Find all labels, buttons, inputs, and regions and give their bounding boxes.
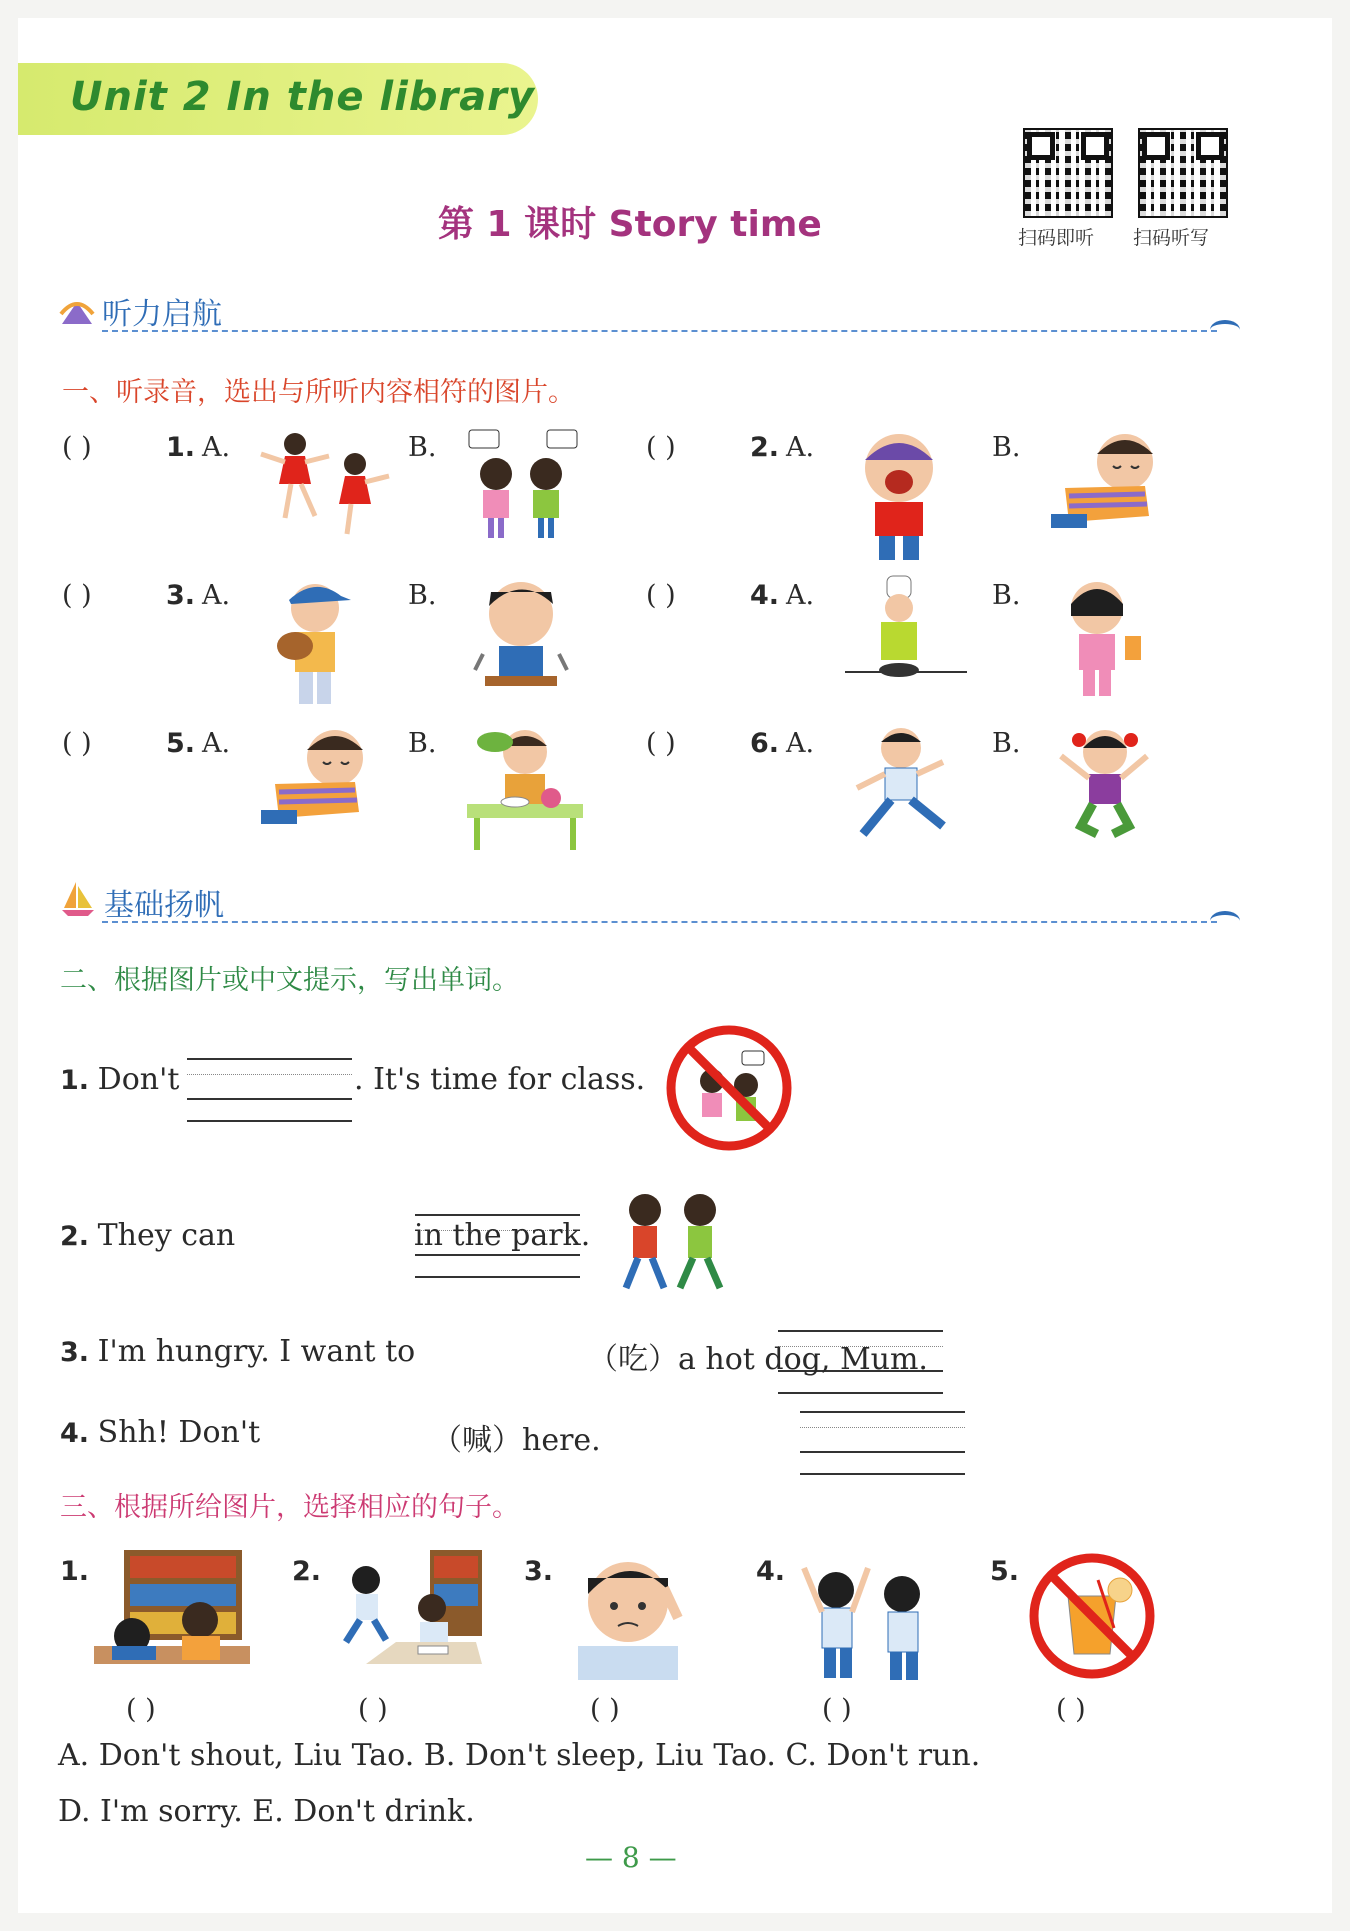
- sentence-text: a hot dog, Mum.: [678, 1342, 928, 1377]
- item-number: 2.: [60, 1221, 90, 1252]
- wave-icon: [1210, 320, 1240, 340]
- item-number: 2.: [292, 1556, 322, 1587]
- option-a-label: A.: [202, 728, 231, 759]
- item-number: 1.: [60, 1065, 90, 1096]
- sleeping-boy-icon: [1040, 426, 1180, 554]
- option-a-label: A.: [202, 432, 231, 463]
- chinese-hint: （吃）: [588, 1342, 678, 1377]
- sentence-text: Don't: [97, 1062, 180, 1097]
- answer-paren[interactable]: ( ): [62, 580, 92, 611]
- option-b-label: B.: [992, 432, 1021, 463]
- sailboat-icon: [60, 880, 96, 918]
- running-kids-icon: [600, 1188, 750, 1298]
- answer-paren[interactable]: ( ): [822, 1694, 852, 1725]
- sleeping-boy-icon: [250, 722, 400, 850]
- section-heading-basic: 基础扬帆: [104, 888, 224, 923]
- fill-sentence-1: [60, 1062, 179, 1097]
- chinese-hint: （喊）: [432, 1423, 522, 1458]
- girl-drinking-icon: [1040, 574, 1180, 702]
- item-number: 5.: [990, 1556, 1020, 1587]
- no-drinking-icon: [1024, 1550, 1182, 1684]
- options-line-1: A. Don't shout, Liu Tao. B. Don't sleep, Liu Tao. C. Don't run.: [58, 1738, 981, 1773]
- option-b-label: B.: [408, 432, 437, 463]
- no-talking-icon: [664, 1023, 794, 1153]
- shouting-kids-icon: [790, 1550, 948, 1684]
- answer-paren[interactable]: ( ): [590, 1694, 620, 1725]
- fill-sentence-4: [60, 1415, 260, 1450]
- shouting-boy-icon: [834, 426, 984, 554]
- qr-code-icon[interactable]: [1023, 128, 1113, 218]
- boy-eating-icon: [456, 722, 596, 850]
- section-divider: [102, 330, 1217, 332]
- item-number: 1.: [60, 1556, 90, 1587]
- page-number: — 8 —: [585, 1841, 677, 1874]
- sentence-text: They can: [97, 1218, 236, 1253]
- answer-paren[interactable]: ( ): [646, 580, 676, 611]
- section-divider: [102, 921, 1217, 923]
- lesson-title: 第 1 课时 Story time: [438, 204, 822, 245]
- unit-title: Unit 2 In the library: [70, 74, 535, 120]
- option-a-label: A.: [202, 580, 231, 611]
- section-heading-listen: 听力启航: [102, 297, 222, 332]
- sentence-text: here.: [522, 1423, 601, 1458]
- boy-sitting-icon: [456, 574, 596, 702]
- basic-instruction: 二、根据图片或中文提示，写出单词。: [60, 965, 519, 996]
- fill-sentence-2: [60, 1218, 235, 1253]
- wave-icon: [1210, 911, 1240, 931]
- item-number: 3.: [524, 1556, 554, 1587]
- item-number: 3.: [166, 580, 196, 611]
- fill-sentence-3: [60, 1334, 415, 1369]
- worksheet-page: [18, 18, 1332, 1913]
- match-instruction: 三、根据所给图片，选择相应的句子。: [60, 1492, 519, 1523]
- answer-paren[interactable]: ( ): [1056, 1694, 1086, 1725]
- item-number: 4.: [60, 1418, 90, 1449]
- dancing-girls-icon: [250, 426, 400, 554]
- options-line-2: D. I'm sorry. E. Don't drink.: [58, 1794, 475, 1829]
- sentence-text: Shh! Don't: [97, 1415, 261, 1450]
- answer-paren[interactable]: ( ): [358, 1694, 388, 1725]
- qr-code-icon[interactable]: [1138, 128, 1228, 218]
- library-sleeping-icon: [94, 1550, 252, 1684]
- qr-caption: 扫码听写: [1133, 227, 1210, 249]
- answer-paren[interactable]: ( ): [62, 432, 92, 463]
- item-number: 5.: [166, 728, 196, 759]
- jumping-girl-icon: [1040, 722, 1180, 850]
- running-boy-icon: [834, 722, 984, 850]
- option-b-label: B.: [992, 580, 1021, 611]
- cook-icon: [834, 574, 984, 702]
- talking-kids-icon: [456, 426, 596, 554]
- sentence-tail: [588, 1334, 928, 1378]
- option-a-label: A.: [786, 432, 815, 463]
- answer-paren[interactable]: ( ): [126, 1694, 156, 1725]
- qr-caption: 扫码即听: [1018, 227, 1095, 249]
- option-b-label: B.: [992, 728, 1021, 759]
- answer-paren[interactable]: ( ): [646, 728, 676, 759]
- headphone-home-icon: [58, 294, 96, 328]
- option-b-label: B.: [408, 580, 437, 611]
- answer-blank[interactable]: [187, 1080, 352, 1100]
- answer-paren[interactable]: ( ): [646, 432, 676, 463]
- option-a-label: A.: [786, 580, 815, 611]
- option-b-label: B.: [408, 728, 437, 759]
- sentence-text: I'm hungry. I want to: [97, 1334, 416, 1369]
- item-number: 6.: [750, 728, 780, 759]
- answer-blank[interactable]: [800, 1433, 965, 1453]
- item-number: 2.: [750, 432, 780, 463]
- item-number: 4.: [756, 1556, 786, 1587]
- sentence-text: . It's time for class.: [354, 1062, 646, 1097]
- sorry-boy-icon: [558, 1550, 716, 1684]
- library-running-icon: [326, 1550, 484, 1684]
- item-number: 4.: [750, 580, 780, 611]
- boy-with-bread-icon: [250, 574, 400, 702]
- sentence-text: in the park.: [414, 1218, 591, 1253]
- sentence-tail: [432, 1415, 601, 1459]
- listen-instruction: 一、听录音，选出与所听内容相符的图片。: [62, 377, 575, 408]
- answer-paren[interactable]: ( ): [62, 728, 92, 759]
- option-a-label: A.: [786, 728, 815, 759]
- item-number: 1.: [166, 432, 196, 463]
- item-number: 3.: [60, 1337, 90, 1368]
